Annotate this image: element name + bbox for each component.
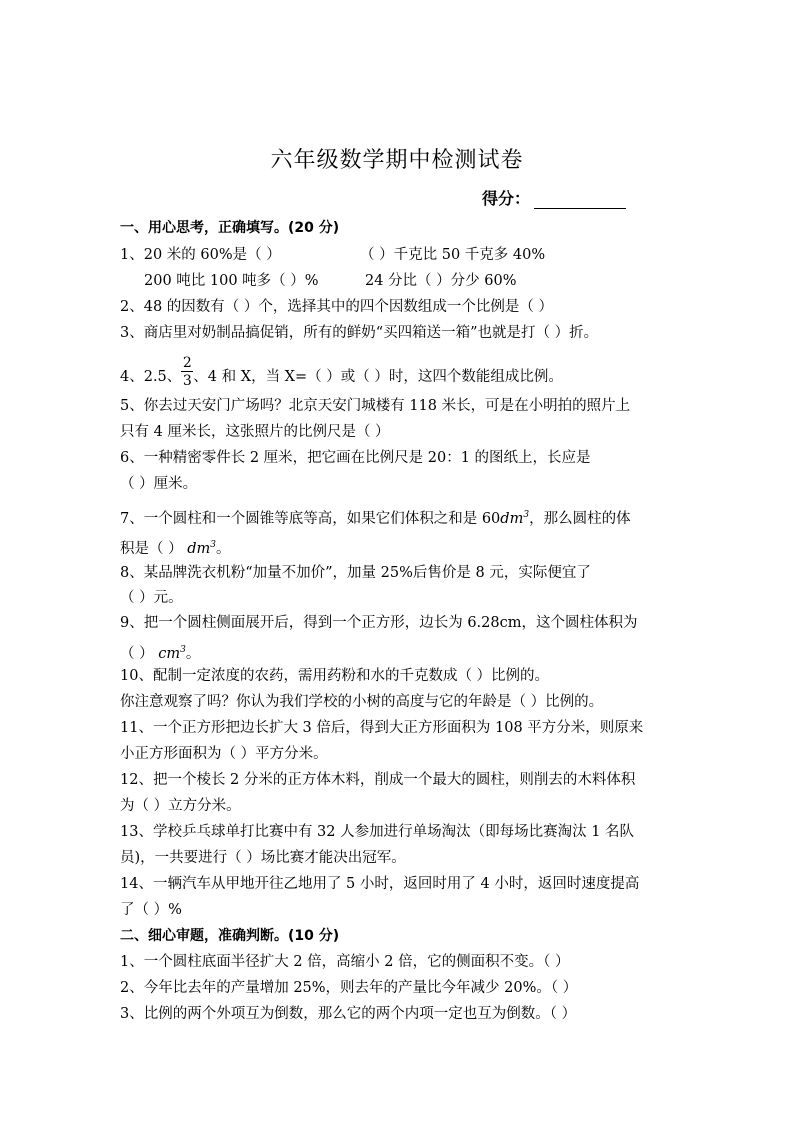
question-13-line-1: 13、学校乒乓球单打比赛中有 32 人参加进行单场淘汰（即每场比赛淘汰 1 名队 bbox=[120, 824, 635, 840]
question-7-line-1 bbox=[120, 506, 631, 528]
question-4-suffix: 、4 和 X，当 X=（ ）或（ ）时，这四个数能组成比例。 bbox=[193, 369, 563, 385]
judgement-3: 3、比例的两个外项互为倒数，那么它的两个内项一定也互为倒数。（ ） bbox=[120, 1006, 577, 1022]
question-2: 2、48 的因数有（ ）个，选择其中的四个因数组成一个比例是（ ） bbox=[120, 299, 554, 315]
question-7-text-b: ，那么圆柱的体 bbox=[529, 510, 631, 527]
question-1b: （ ）千克比 50 千克多 40% bbox=[360, 247, 546, 263]
page-title: 六年级数学期中检测试卷 bbox=[270, 148, 524, 173]
question-14-line-1: 14、一辆汽车从甲地开往乙地用了 5 小时，返回时用了 4 小时，返回时速度提高 bbox=[120, 876, 640, 892]
question-11-line-2: 小正方形面积为（ ）平方分米。 bbox=[120, 746, 328, 762]
question-4-prefix: 4、2.5、 bbox=[120, 369, 182, 385]
question-6-line-2: （ ）厘米。 bbox=[120, 476, 198, 492]
question-14-line-2: 了（ ）% bbox=[120, 902, 182, 918]
question-12-line-1: 12、把一个棱长 2 分米的正方体木料，削成一个最大的圆柱，则削去的木料体积 bbox=[120, 772, 636, 788]
score-field bbox=[482, 186, 626, 209]
score-label: 得分： bbox=[482, 189, 531, 208]
section-1-heading: 一、用心思考，正确填写。(20 分) bbox=[120, 220, 340, 236]
question-10-line-2: 你注意观察了吗？你认为我们学校的小树的高度与它的年龄是（ ）比例的。 bbox=[120, 694, 604, 710]
question-5-line-2: 只有 4 厘米长，这张照片的比例尺是（ ） bbox=[120, 424, 390, 440]
question-7-line-2: 积是（ ） $dm^3$。 bbox=[120, 540, 231, 557]
question-10-line-1: 10、配制一定浓度的农药，需用药粉和水的千克数成（ ）比例的。 bbox=[120, 668, 550, 684]
question-4 bbox=[120, 355, 563, 389]
question-6-line-1: 6、一种精密零件长 2 厘米，把它画在比例尺是 20：1 的图纸上，长应是 bbox=[120, 450, 591, 466]
question-5-line-1: 5、你去过天安门广场吗？北京天安门城楼有 118 米长，可是在小明拍的照片上 bbox=[120, 398, 631, 414]
fraction-numerator: 2 bbox=[182, 355, 192, 371]
judgement-2: 2、今年比去年的产量增加 25%，则去年的产量比今年减少 20%。（ ） bbox=[120, 980, 578, 996]
question-11-line-1: 11、一个正方形把边长扩大 3 倍后，得到大正方形面积为 108 平方分米，则原来 bbox=[120, 720, 644, 736]
question-9-text: （ ） bbox=[120, 645, 154, 662]
question-9-line-2: （ ） $cm^3$。 bbox=[120, 645, 201, 662]
question-9-line-1: 9、把一个圆柱侧面展开后，得到一个正方形，边长为 6.28cm，这个圆柱体积为 bbox=[120, 615, 638, 631]
question-12-line-2: 为（ ）立方分米。 bbox=[120, 798, 241, 814]
unit-cm3: $cm^3$ bbox=[158, 645, 186, 662]
question-8-line-2: （ ）元。 bbox=[120, 590, 183, 606]
question-1d: 24 分比（ ）分少 60% bbox=[365, 273, 517, 289]
question-7-text-c: 积是（ ） bbox=[120, 540, 183, 557]
unit-dm3: $dm^3$ bbox=[500, 510, 530, 527]
fraction-denominator: 3 bbox=[182, 373, 192, 389]
question-3: 3、商店里对奶制品搞促销，所有的鲜奶“买四箱送一箱”也就是打（ ）折。 bbox=[120, 325, 599, 341]
question-8-line-1: 8、某品牌洗衣机粉“加量不加价”，加量 25%后售价是 8 元，实际便宜了 bbox=[120, 565, 591, 581]
question-1c: 200 吨比 100 吨多（ ）% bbox=[144, 273, 319, 289]
question-13-line-2: 员)，一共要进行（ ）场比赛才能决出冠军。 bbox=[120, 850, 406, 866]
judgement-1: 1、一个圆柱底面半径扩大 2 倍，高缩小 2 倍，它的侧面积不变。（ ） bbox=[120, 954, 570, 970]
unit-dm3: $dm^3$ bbox=[187, 540, 216, 557]
section-2-heading: 二、细心审题，准确判断。(10 分) bbox=[120, 928, 340, 944]
score-blank-line bbox=[534, 192, 626, 209]
question-1a: 1、20 米的 60%是（ ） bbox=[120, 247, 281, 263]
question-7-text-a: 7、一个圆柱和一个圆锥等底等高，如果它们体积之和是 60 bbox=[120, 510, 501, 527]
fraction-two-thirds bbox=[181, 355, 193, 389]
